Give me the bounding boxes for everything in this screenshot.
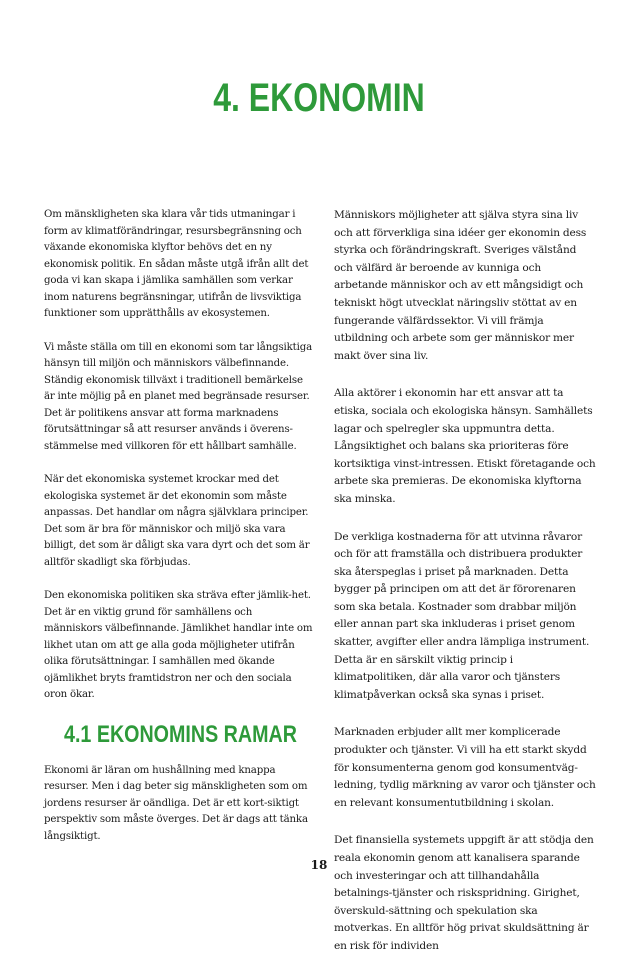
paragraph: Den ekonomiska politiken ska sträva efter jämlik-het. Det är en viktig grund för samhällens och människors välbefinnande. Jämlikhet handlar inte om likhet utan om att ge alla goda möjligheter utifrån olika förutsättningar. I samhällen med ökande ojämlikhet bryts framtidstron ner och den sociala oron ökar. xyxy=(44,590,313,700)
paragraph: Ekonomi är läran om hushållning med knappa resurser. Men i dag beter sig mänskligheten som om jordens resurser är oändliga. Det är ett kort-siktigt perspektiv som måste överges. Det är dags att tänka långsiktigt. xyxy=(44,764,308,842)
paragraph: Om mänskligheten ska klara vår tids utmaningar i form av klimatförändringar, resursbegränsning och växande ekonomiska klyftor behövs det en ny ekonomisk politik. En sådan måste utgå ifrån allt det goda vi kan skapa i jämlika samhällen som verkar inom naturens begränsningar, utifrån de livsviktiga funktioner som upprätthålls av ekosystemen. xyxy=(44,209,309,319)
page-number: 18 xyxy=(310,858,328,872)
paragraph: Alla aktörer i ekonomin har ett ansvar att ta etiska, sociala och ekologiska hänsyn. Samhällets lagar och spelregler ska uppmuntra detta. Långsiktighet och balans ska prioriteras före kortsiktiga vinst-intressen. Etiskt företagande och arbete ska premieras. De ekonomiska klyftorna ska minska. xyxy=(334,387,596,505)
paragraph: När det ekonomiska systemet krockar med det ekologiska systemet är det ekonomin som måste anpassas. Det handlar om några självklara principer. Det som är bra för människor och miljö ska vara billigt, det som är dåligt ska vara dyrt och det som är alltför skadligt ska förbjudas. xyxy=(44,474,310,568)
left-column xyxy=(44,207,313,862)
paragraph: Vi måste ställa om till en ekonomi som tar långsiktiga hänsyn till miljön och människors välbefinnande. Ständig ekonomisk tillväxt i traditionell bemärkelse är inte möjlig på en planet med begränsade resurser. Det är politikens ansvar att forma marknadens förutsättningar så att resurser används i överens-stämmelse med villkoren för ett hållbart samhälle. xyxy=(44,341,313,452)
chapter-heading: 4. EKONOMIN xyxy=(213,76,425,120)
section-subheading: 4.1 EKONOMINS RAMAR xyxy=(64,720,297,748)
paragraph: Marknaden erbjuder allt mer komplicerade produkter och tjänster. Vi vill ha ett starkt skydd för konsumenterna genom god konsumentväg-ledning, tydlig märkning av varor och tjänster och en relevant konsumentutbildning i skolan. xyxy=(334,726,596,809)
paragraph: Människors möjligheter att själva styra sina liv och att förverkliga sina idéer ger ekonomin dess styrka och förändringskraft. Sveriges välstånd och välfärd är beroende av kunniga och arbetande människor och av ett mångsidigt och tekniskt högt utvecklat näringsliv stöttat av en fungerande välfärdssektor. Vi vill främja utbildning och arbete som ger människor mer makt över sina liv. xyxy=(334,209,587,362)
paragraph: De verkliga kostnaderna för att utvinna råvaror och för att framställa och distribuera produkter ska återspeglas i priset på marknaden. Detta bygger på principen om att det är förorenaren som ska betala. Kostnader som drabbar miljön eller annan part ska inkluderas i priset genom skatter, avgifter eller andra lämpliga instrument. Detta är en särskilt viktig princip i klimatpolitiken, där alla varor och tjänsters klimatpåverkan också ska synas i priset. xyxy=(334,530,590,701)
paragraph: Det finansiella systemets uppgift är att stödja den reala ekonomin genom att kanalisera sparande och investeringar och att tillhandahålla betalnings-tjänster och riskspridning. Girighet, överskuld-sättning och spekulation ska motverkas. En alltför hög privat skuldsättning är en risk för individen xyxy=(334,834,594,952)
